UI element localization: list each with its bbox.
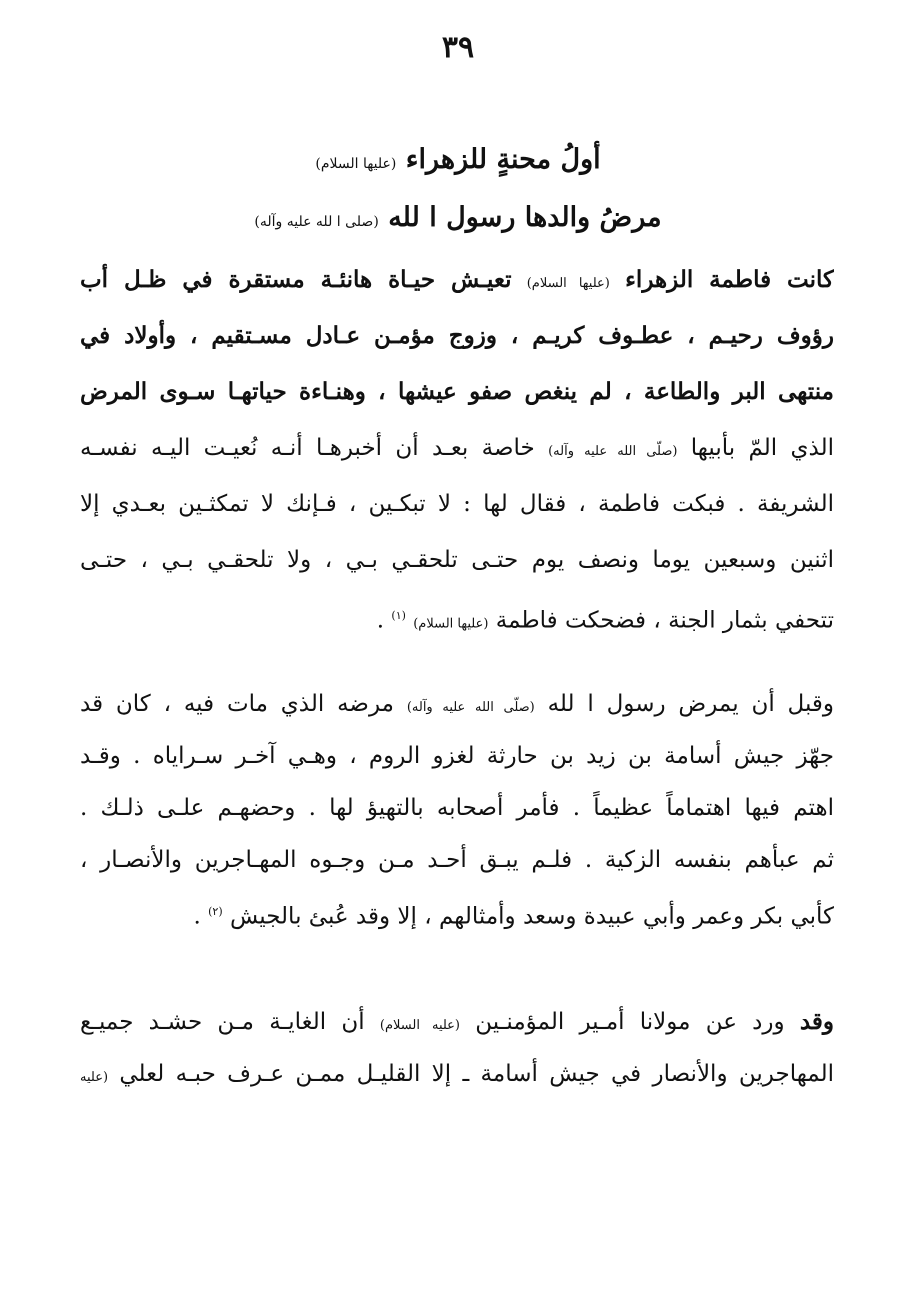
chapter-subtitle (80, 198, 836, 242)
line-text: الذي المّ بأبيها (690, 435, 834, 461)
line-text: . (376, 607, 385, 634)
line-text: وقبل أن يمرض رسول ا لله (547, 691, 834, 717)
paragraph-line (80, 678, 834, 730)
line-text: تعيـش حيـاة هانئـة مستقرة في ظـل أب (80, 266, 512, 293)
footnote-ref-2: (٢) (208, 905, 223, 918)
paragraph-line: منتهى البر والطاعة ، لم ينغص صفو عيشها ، وهنـاءة حياتهـا سـوى المرض (80, 378, 834, 405)
paragraph-line: جهّز جيش أسامة بن زيد بن حارثة لغزو الروم ، وهـي آخـر سـراياه . وقـد (80, 743, 834, 769)
honorific: (صلّى الله عليه وآله) (548, 444, 678, 459)
line-text: خاصة بعـد أن أخبرهـا أنـه نُعيـت اليـه نفسـه (80, 435, 535, 461)
line-text: تتحفي بثمار الجنة ، فضحكت فاطمة (495, 607, 834, 634)
line-lead-word: وقد (799, 1008, 834, 1035)
chapter-title-honorific: (عليها السلام) (315, 156, 397, 172)
page-number: ٣٩ (441, 30, 475, 65)
honorific: (عليه (80, 1070, 109, 1085)
paragraph-line (80, 886, 834, 938)
paragraph-line (80, 588, 834, 644)
paragraph-line (80, 996, 834, 1048)
paragraph-line (80, 1048, 834, 1100)
paragraph-1 (80, 252, 834, 644)
line-text: . (193, 903, 201, 930)
chapter-subtitle-honorific: (صلى ا لله عليه وآله) (254, 214, 379, 230)
line-text: مرضه الذي مات فيه ، كان قد (80, 691, 394, 717)
paragraph-3 (80, 996, 834, 1100)
paragraph-line (80, 252, 834, 308)
honorific: (صلّى الله عليه وآله) (406, 700, 535, 715)
paragraph-line: اهتم فيها اهتماماً عظيماً . فأمر أصحابه بالتهيؤ لها . وحضهـم علـى ذلـك . (80, 795, 834, 821)
line-text: أن الغايـة مـن حشـد جميـع (80, 1009, 365, 1035)
paragraph-line: اثنين وسبعين يوما ونصف يوم حتـى تلحقـي بـي ، ولا تلحقـي بـي ، حتـى (80, 547, 834, 573)
honorific: (عليها السلام) (526, 276, 610, 291)
chapter-title (80, 140, 836, 184)
line-text: كأبي بكر وعمر وأبي عبيدة وسعد وأمثالهم ، إلا وقد عُبئ بالجيش (229, 903, 834, 930)
paragraph-line: ثم عبأهم بنفسه الزكية . فلـم يبـق أحـد مـن وجـوه المهـاجرين والأنصـار ، (80, 847, 834, 873)
line-text: ورد عن مولانا أمـير المؤمنـين (475, 1009, 785, 1035)
chapter-subtitle-text: مرضُ والدها رسول ا لله (388, 202, 662, 233)
line-text: كانت فاطمة الزهراء (625, 266, 834, 293)
paragraph-line: الشريفة . فبكت فاطمة ، فقال لها : لا تبكـين ، فـإنك لا تمكثـين بعـدي إلا (80, 491, 834, 517)
paragraph-2 (80, 678, 834, 938)
honorific: (عليه السلام) (379, 1018, 460, 1033)
paragraph-line (80, 420, 834, 476)
honorific: (عليها السلام) (413, 616, 489, 632)
footnote-ref-1: (١) (391, 609, 406, 622)
paragraph-line: رؤوف رحيـم ، عطـوف كريـم ، وزوج مؤمـن عـادل مسـتقيم ، وأولاد في (80, 322, 834, 349)
chapter-title-text: أولُ محنةٍ للزهراء (405, 144, 601, 175)
line-text: المهاجرين والأنصار في جيش أسامة ـ إلا القليـل ممـن عـرف حبـه لعلي (119, 1061, 834, 1087)
